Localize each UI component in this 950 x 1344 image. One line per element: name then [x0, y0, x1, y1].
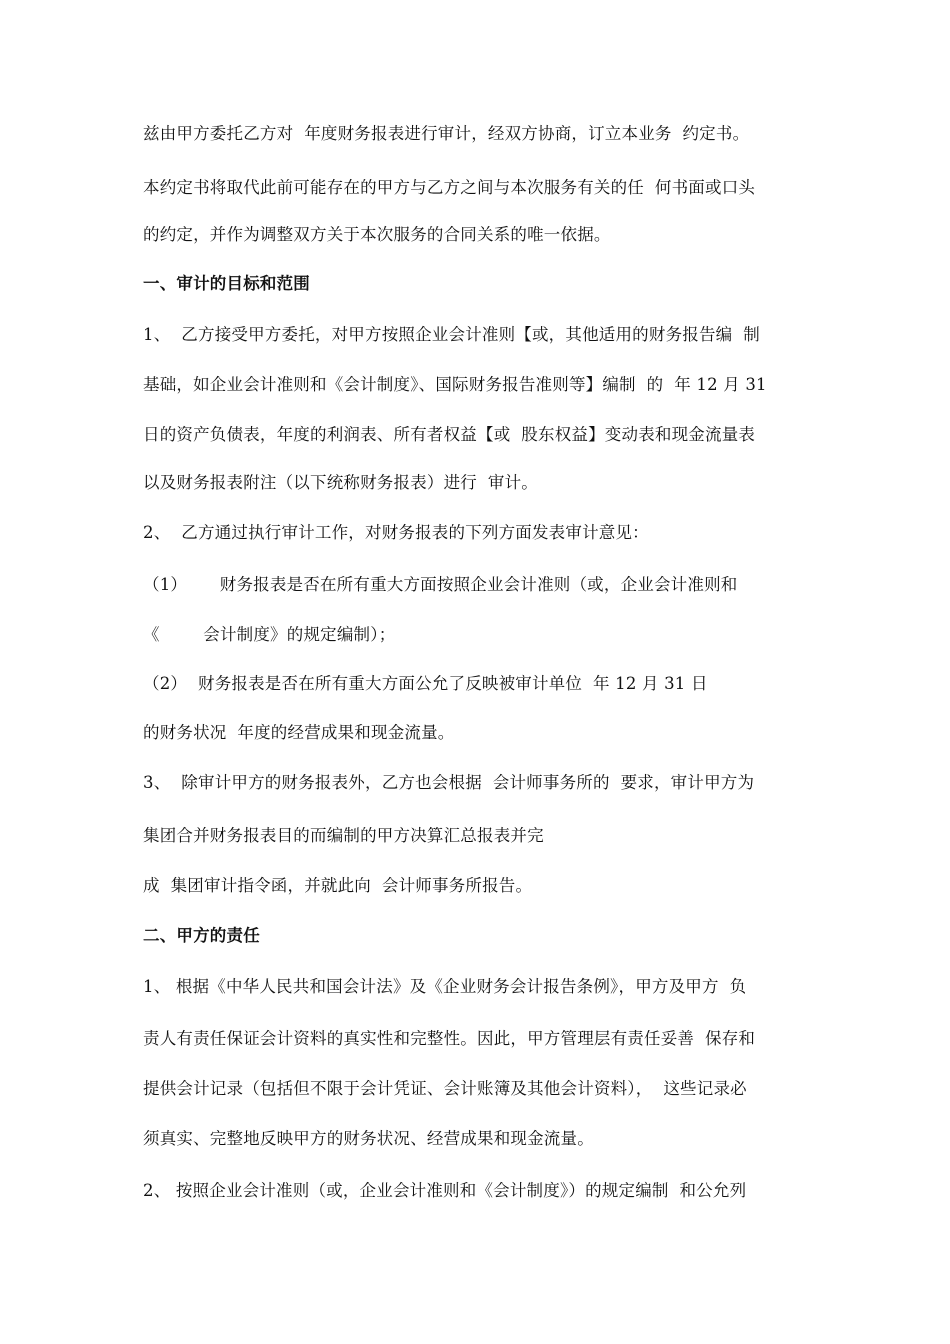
paragraph-line: 责人有责任保证会计资料的真实性和完整性。因此，甲方管理层有责任妥善 保存和	[143, 1029, 756, 1048]
intro-line: 本约定书将取代此前可能存在的甲方与乙方之间与本次服务有关的任 何书面或口头	[143, 178, 756, 197]
paragraph-line: 须真实、完整地反映甲方的财务状况、经营成果和现金流量。	[143, 1129, 594, 1148]
paragraph-line: 日的资产负债表，年度的利润表、所有者权益【或 股东权益】变动表和现金流量表	[143, 425, 756, 444]
paragraph-line: 的财务状况 年度的经营成果和现金流量。	[143, 723, 455, 742]
paragraph-line: 1、 根据《中华人民共和国会计法》及《企业财务会计报告条例》，甲方及甲方 负	[143, 977, 747, 996]
paragraph-line: 2、 乙方通过执行审计工作，对财务报表的下列方面发表审计意见：	[143, 523, 649, 542]
paragraph-line: （1） 财务报表是否在所有重大方面按照企业会计准则（或，企业会计准则和	[143, 575, 738, 594]
paragraph-line: 成 集团审计指令函，并就此向 会计师事务所报告。	[143, 876, 533, 895]
paragraph-line: 基础，如企业会计准则和《会计制度》、国际财务报告准则等】编制 的 年 12 月 31	[143, 375, 767, 394]
paragraph-line: 以及财务报表附注（以下统称财务报表）进行 审计。	[143, 473, 538, 492]
paragraph-line: 2、 按照企业会计准则（或，企业会计准则和《会计制度》）的规定编制 和公允列	[143, 1181, 747, 1200]
paragraph-line: 集团合并财务报表目的而编制的甲方决算汇总报表并完	[143, 826, 544, 845]
section-heading: 二、甲方的责任	[143, 926, 260, 945]
paragraph-line: 3、 除审计甲方的财务报表外，乙方也会根据 会计师事务所的 要求，审计甲方为	[143, 773, 755, 792]
intro-line: 兹由甲方委托乙方对 年度财务报表进行审计，经双方协商，订立本业务 约定书。	[143, 124, 750, 143]
paragraph-line: 《 会计制度》的规定编制）；	[143, 625, 396, 644]
section-heading: 一、审计的目标和范围	[143, 274, 310, 293]
paragraph-line: 提供会计记录（包括但不限于会计凭证、会计账簿及其他会计资料）， 这些记录必	[143, 1079, 747, 1098]
intro-line: 的约定，并作为调整双方关于本次服务的合同关系的唯一依据。	[143, 225, 611, 244]
paragraph-line: （2） 财务报表是否在所有重大方面公允了反映被审计单位 年 12 月 31 日	[143, 674, 708, 693]
paragraph-line: 1、 乙方接受甲方委托，对甲方按照企业会计准则【或，其他适用的财务报告编 制	[143, 325, 760, 344]
